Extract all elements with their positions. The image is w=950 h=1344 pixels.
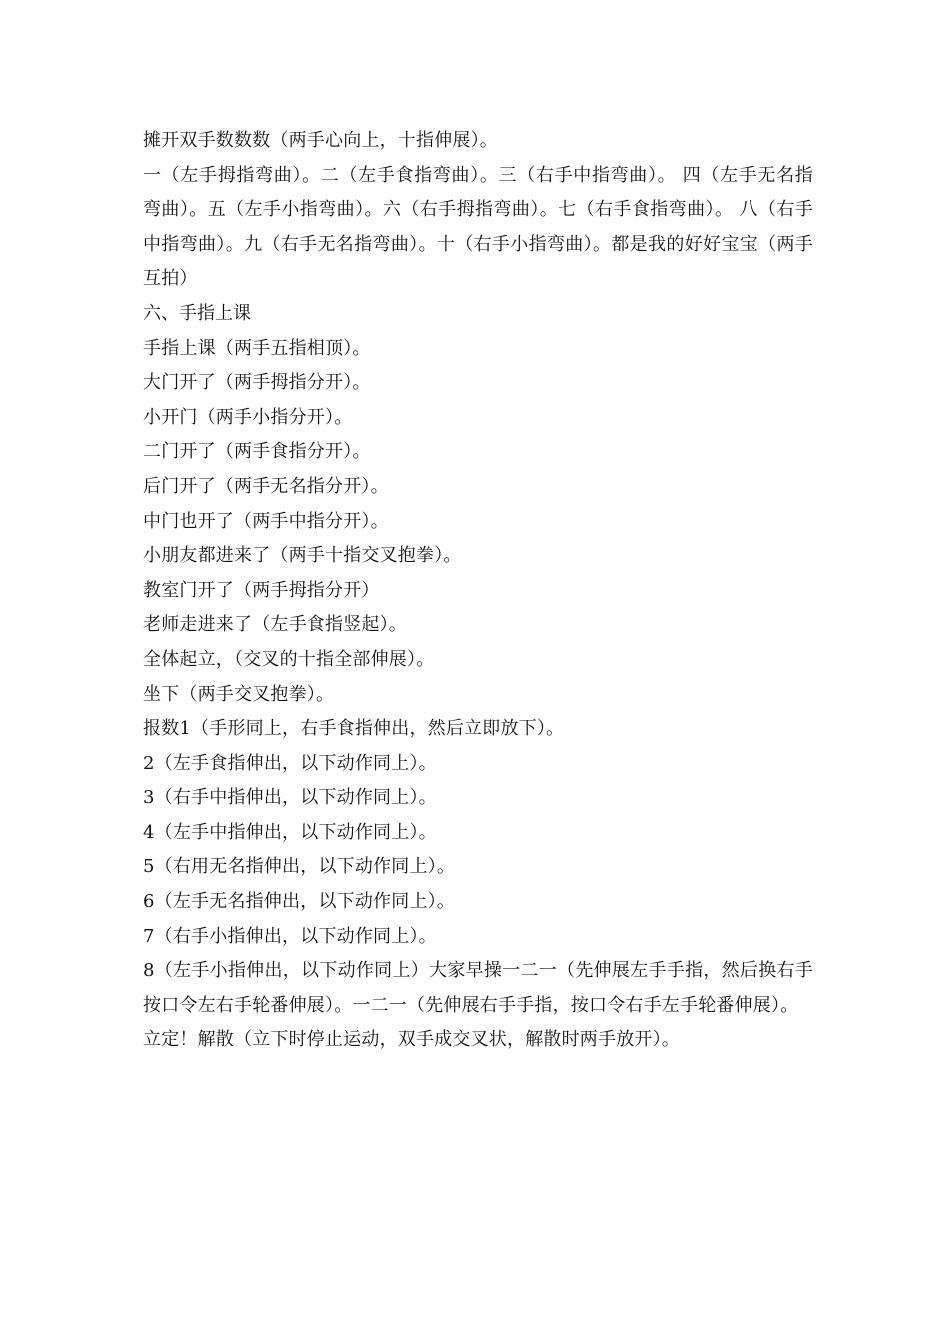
text-line: 教室门开了（两手拇指分开） xyxy=(143,579,380,601)
text-line: 老师走进来了（左手食指竖起）。 xyxy=(143,614,407,636)
text-line: 2（左手食指伸出，以下动作同上）。 xyxy=(143,752,437,774)
text-line: 手指上课（两手五指相顶）。 xyxy=(143,337,371,359)
text-line: 后门开了（两手无名指分开）。 xyxy=(143,475,389,497)
text-line: 4（左手中指伸出，以下动作同上）。 xyxy=(143,821,437,843)
text-line: 中门也开了（两手中指分开）。 xyxy=(143,510,389,532)
text-line: 大门开了（两手拇指分开）。 xyxy=(143,372,371,394)
intro-line: 摊开双手数数数（两手心向上，十指伸展）。 xyxy=(143,130,498,151)
text-line: 小开门（两手小指分开）。 xyxy=(143,406,353,428)
text-line: 5（右用无名指伸出，以下动作同上）。 xyxy=(143,856,456,878)
section-heading: 六、手指上课 xyxy=(143,302,251,324)
counting-paragraph: 一（左手拇指弯曲）。二（左手食指弯曲）。三（右手中指弯曲）。 四（左手无名指弯曲）。五（左手小指弯曲）。六（右手拇指弯曲）。七（右手食指弯曲）。 八（右手中指弯曲）。九（右手无名指弯曲）。十（右手小指弯曲）。都是我的好好宝宝（两手互拍） xyxy=(143,164,813,290)
text-line: 报数1（手形同上，右手食指伸出，然后立即放下）。 xyxy=(143,718,565,740)
final-line: 立定！解散（立下时停止运动，双手成交叉状，解散时两手放开）。 xyxy=(143,1029,680,1051)
text-line: 全体起立，（交叉的十指全部伸展）。 xyxy=(143,648,435,670)
text-line: 3（右手中指伸出，以下动作同上）。 xyxy=(143,787,437,809)
document-body xyxy=(143,124,813,1058)
text-line: 6（左手无名指伸出，以下动作同上）。 xyxy=(143,891,456,913)
text-line: 小朋友都进来了（两手十指交叉抱拳）。 xyxy=(143,545,462,567)
text-line: 7（右手小指伸出，以下动作同上）。 xyxy=(143,925,437,947)
closing-paragraph: 8（左手小指伸出，以下动作同上）大家早操一二一（先伸展左手手指，然后换右手按口令左右手轮番伸展）。一二一（先伸展右手手指，按口令右手左手轮番伸展）。 xyxy=(143,960,813,1016)
text-line: 坐下（两手交叉抱拳）。 xyxy=(143,683,335,705)
text-line: 二门开了（两手食指分开）。 xyxy=(143,441,371,463)
